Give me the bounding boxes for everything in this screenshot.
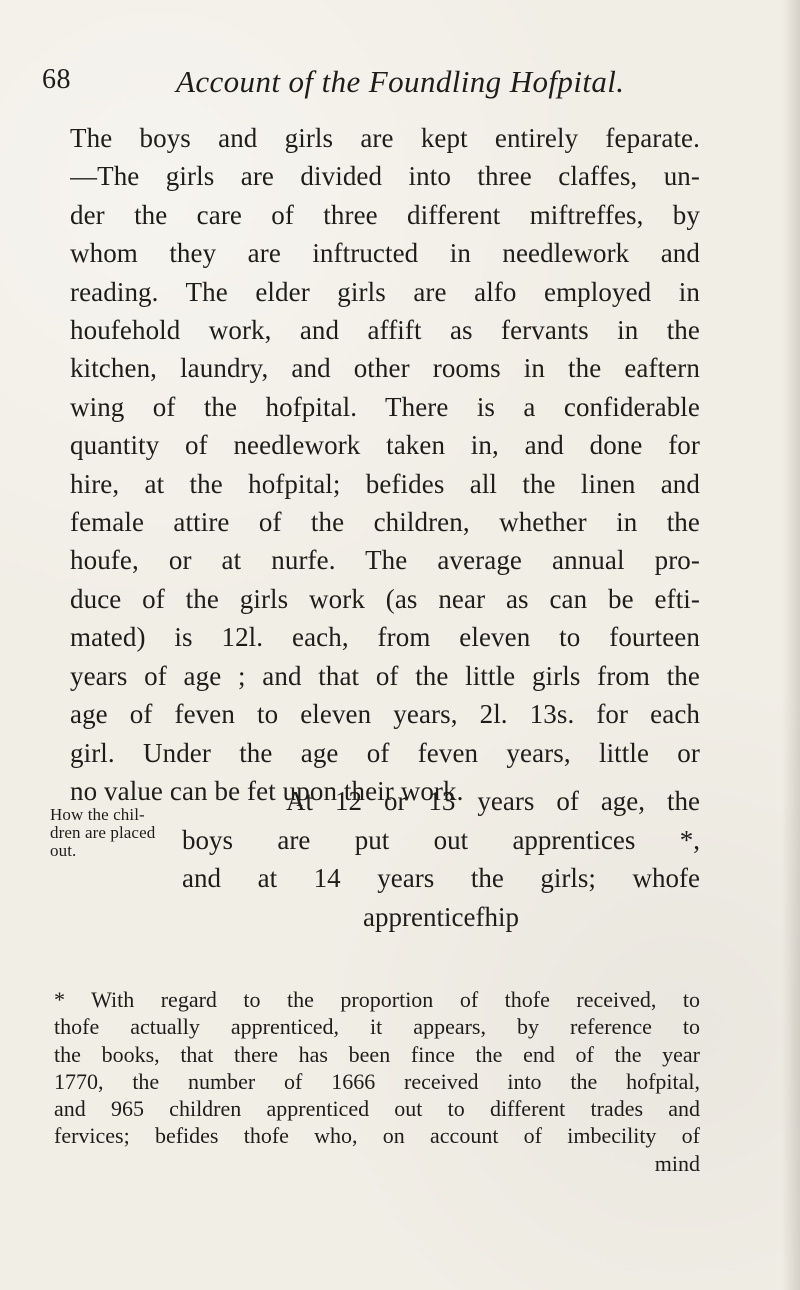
body-line: duce of the girls work (as near as can be efti- [70,583,700,614]
body-line: houfe, or at nurfe. The average annual pro- [70,545,700,576]
body-line: age of feven to eleven years, 2l. 13s. for each [70,699,700,730]
body-line: The boys and girls are kept entirely feparate. [70,123,700,153]
footnote-line: thofe actually apprenticed, it appears, by reference to [54,1014,700,1040]
footnote-line: and 965 children apprenticed out to different trades and [54,1096,700,1122]
body-line: kitchen, laundry, and other rooms in the eaftern [70,353,700,384]
body-line: der the care of three different miftreffes, by [70,199,700,230]
page-edge-shadow [782,0,800,1290]
footnote-line: the books, that there has been fince the end of the year [54,1041,700,1067]
body-line: houfehold work, and affift as fervants in the [70,315,700,346]
section-line: At 12 or 13 years of age, the [286,786,700,816]
footnote-line: fervices; befides thofe who, on account of imbecility of [54,1123,700,1149]
footnote [54,986,700,1177]
body-line: whom they are inftructed in needlework and [70,238,700,269]
main-paragraph [70,119,700,810]
marginal-note-line: dren are placed [50,823,156,842]
page-number: 68 [42,64,71,95]
section-line: and at 14 years the girls; whofe [182,863,700,893]
footnote-line: mind [654,1150,700,1176]
section-line: boys are put out apprentices *, [182,824,700,855]
page-header [42,64,722,104]
body-line: mated) is 12l. each, from eleven to fourteen [70,622,700,653]
footnote-line: * With regard to the proportion of thofe received, to [54,987,700,1012]
marginal-note-line: out. [50,841,77,860]
body-line: female attire of the children, whether in the [70,507,700,538]
marginal-note-line: How the chil- [50,805,145,824]
marginal-note [50,806,190,860]
footnote-line: 1770, the number of 1666 received into the hofpital, [54,1068,700,1094]
body-line: hire, at the hofpital; befides all the linen and [70,468,700,499]
body-line: quantity of needlework taken in, and done for [70,430,700,461]
body-line: wing of the hofpital. There is a confiderable [70,391,700,422]
body-line: reading. The elder girls are alfo employed in [70,276,700,307]
running-title: Account of the Foundling Hofpital. [176,64,625,99]
body-line: years of age ; and that of the little girls from the [70,660,700,691]
section-paragraph [182,782,700,936]
section-line: apprenticefhip [363,901,519,932]
body-line: no value can be fet upon their work. [70,775,464,806]
apprentices-section [50,782,720,962]
body-line: girl. Under the age of feven years, little or [70,737,700,768]
body-line: —The girls are divided into three claffes, un- [70,161,700,192]
